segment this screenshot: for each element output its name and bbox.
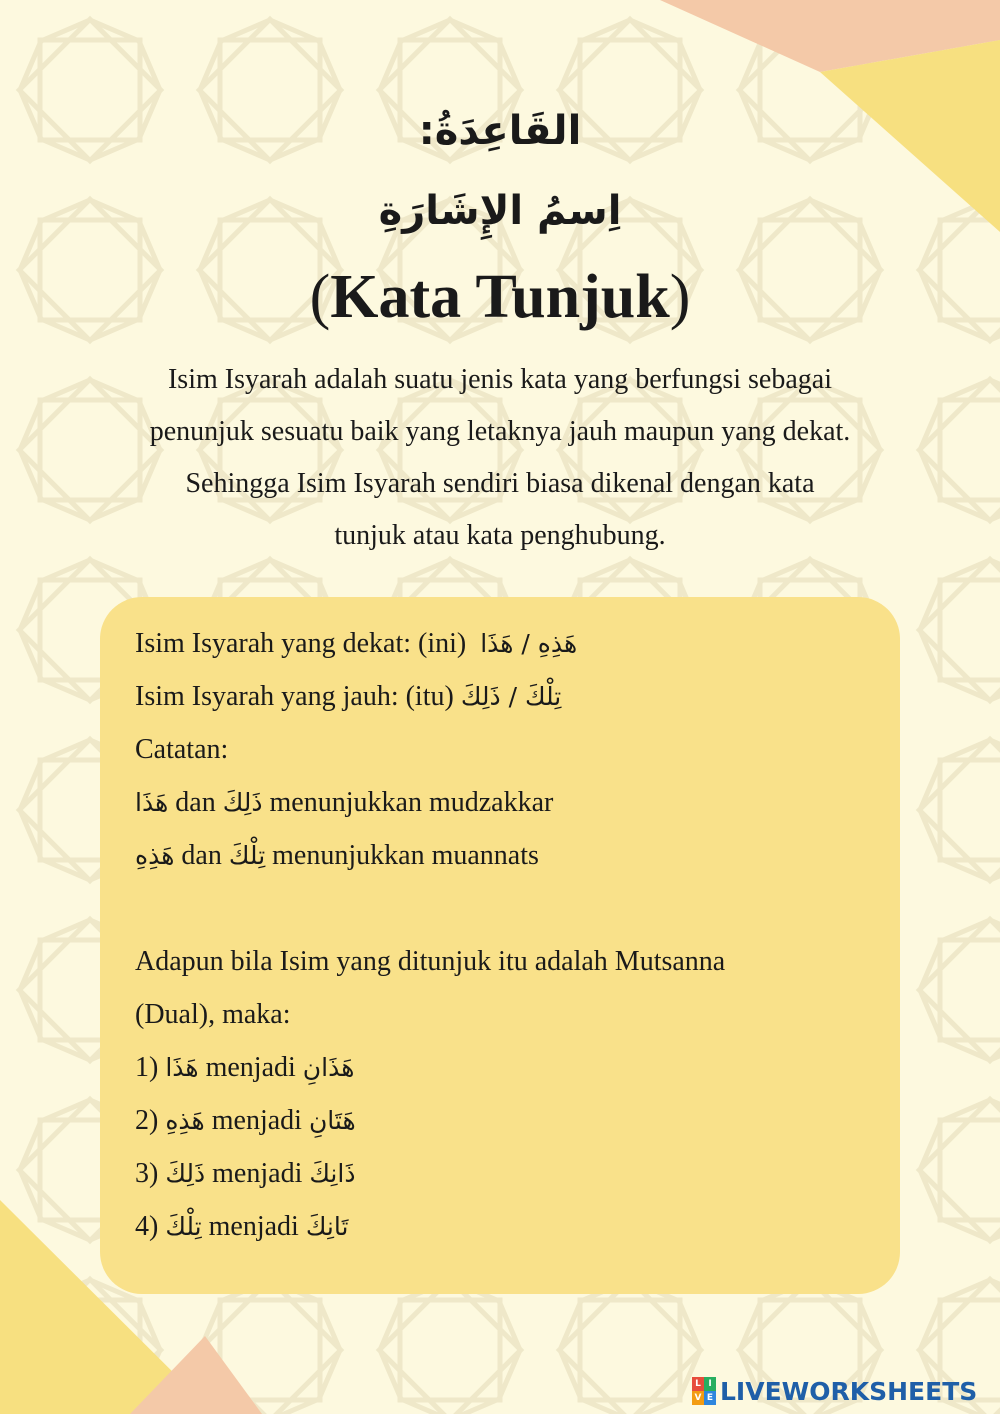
far-label: Isim Isyarah yang jauh: (itu) <box>135 681 454 712</box>
rule-word: menjadi <box>211 1105 302 1136</box>
near-arabic: هَذِهِ / هَذَا <box>480 629 578 658</box>
intro-line: Sehingga Isim Isyarah sendiri biasa dikenal dengan kata <box>185 468 815 499</box>
far-arabic: تِلْكَ / ذَلِكَ <box>460 682 562 711</box>
note-muannats <box>135 829 875 882</box>
dual-rule-3 <box>135 1147 875 1200</box>
logo-text: LIVEWORKSHEETS <box>720 1376 978 1406</box>
note1-arabic-a: هَذَا <box>135 788 169 817</box>
note1-dan: dan <box>175 787 216 818</box>
dual-intro-line2: (Dual), maka: <box>135 999 291 1030</box>
note2-arabic-b: تِلْكَ <box>228 841 266 870</box>
title-open-paren: ( <box>309 263 331 331</box>
rule-to: هَتَانِ <box>308 1106 356 1135</box>
intro-line: Isim Isyarah adalah suatu jenis kata yang berfungsi sebagai <box>167 364 832 395</box>
rule-from: هَذِهِ <box>165 1106 205 1135</box>
rule-to: هَذَانِ <box>302 1053 355 1082</box>
far-demonstrative-line <box>135 670 875 723</box>
rule-number: 1) <box>135 1052 159 1083</box>
page-title <box>0 262 1000 332</box>
logo-mark-icon: L I V E <box>692 1377 716 1405</box>
rule-from: تِلْكَ <box>165 1212 202 1241</box>
near-label: Isim Isyarah yang dekat: (ini) <box>135 628 467 659</box>
note1-text: menunjukkan mudzakkar <box>269 787 554 818</box>
rule-number: 3) <box>135 1158 159 1189</box>
dual-rule-1 <box>135 1041 875 1094</box>
note2-dan: dan <box>181 840 222 871</box>
note2-arabic-a: هَذِهِ <box>135 841 175 870</box>
title-close-paren: ) <box>669 263 691 331</box>
intro-paragraph <box>80 354 920 562</box>
note2-text: menunjukkan muannats <box>272 840 539 871</box>
rule-number: 4) <box>135 1211 159 1242</box>
rule-from: هَذَا <box>165 1053 199 1082</box>
arabic-title-qaidah: القَاعِدَةُ: <box>418 108 582 154</box>
rule-from: ذَلِكَ <box>165 1159 206 1188</box>
dual-rule-4 <box>135 1200 875 1253</box>
near-demonstrative-line <box>135 617 875 670</box>
note1-arabic-b: ذَلِكَ <box>222 788 263 817</box>
rule-word: menjadi <box>205 1052 296 1083</box>
rule-word: menjadi <box>208 1211 299 1242</box>
rule-word: menjadi <box>212 1158 303 1189</box>
dual-rule-2 <box>135 1094 875 1147</box>
liveworksheets-logo <box>692 1374 977 1408</box>
intro-line: penunjuk sesuatu baik yang letaknya jauh maupun yang dekat. <box>149 416 851 447</box>
rule-to: تَانِكَ <box>305 1212 349 1241</box>
rule-number: 2) <box>135 1105 159 1136</box>
arabic-title-isim-isyarah: اِسمُ الإِشَارَةِ <box>378 188 622 234</box>
note-mudzakkar <box>135 776 875 829</box>
note-title: Catatan: <box>135 734 229 765</box>
dual-intro-line1: Adapun bila Isim yang ditunjuk itu adalah Mutsanna <box>135 946 726 977</box>
title-text: Kata Tunjuk <box>330 263 670 331</box>
rule-to: ذَانِكَ <box>309 1159 356 1188</box>
rules-box <box>100 597 900 1294</box>
spacer <box>135 882 875 935</box>
intro-line: tunjuk atau kata penghubung. <box>334 520 666 551</box>
